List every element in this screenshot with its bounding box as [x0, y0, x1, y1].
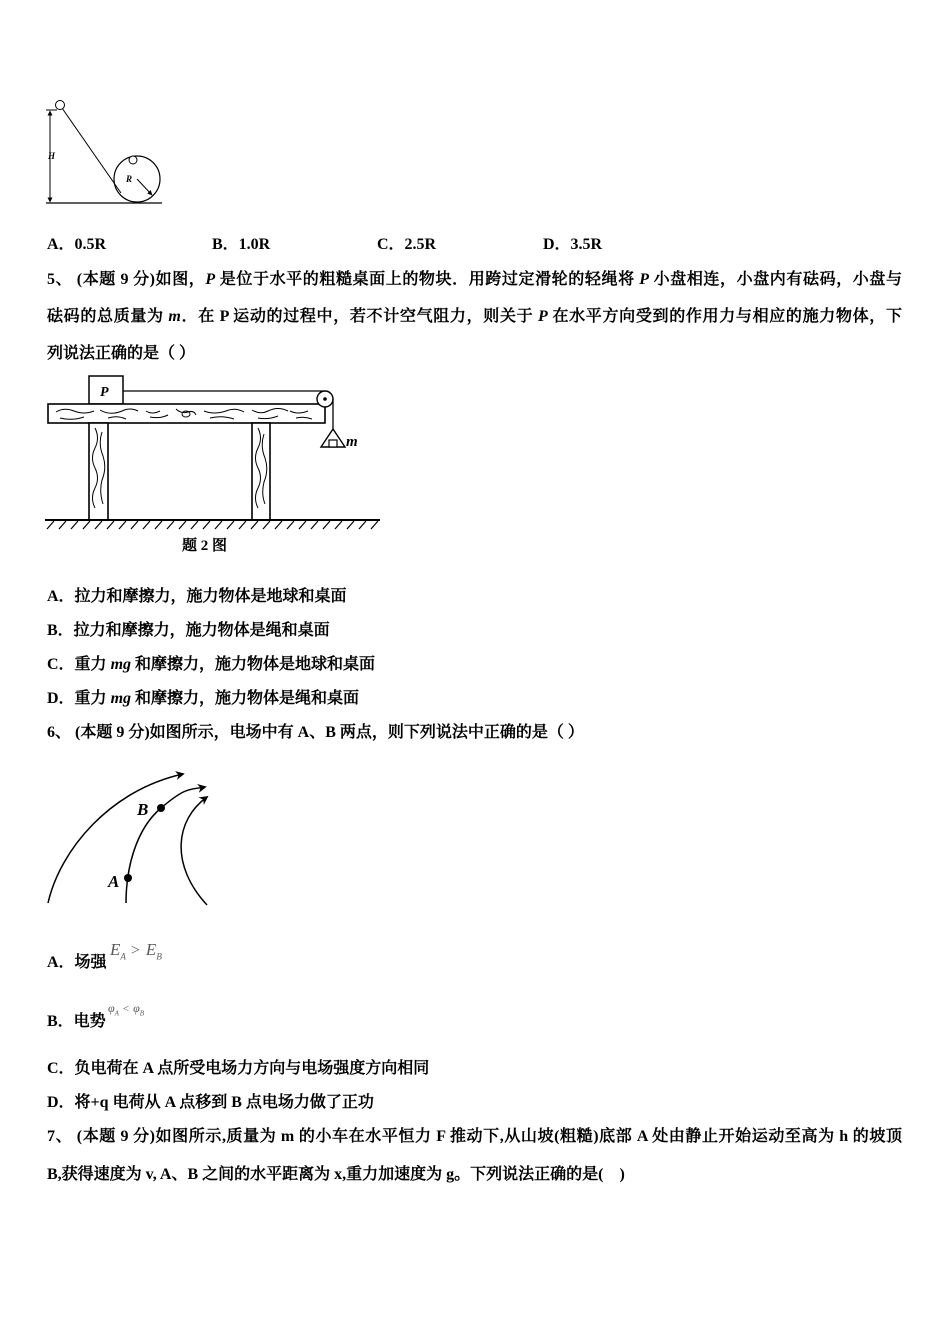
q7-stem-line-1: 7、 (本题 9 分)如图所示,质量为 m 的小车在水平恒力 F 推动下,从山坡(粗糙)底部 A 处由静止开始运动至高为 h 的坡顶 [47, 1128, 902, 1145]
q5-text: 小盘相连，小盘内有砝码，小盘与 [649, 271, 902, 288]
q5-option-text: 和摩擦力，施力物体是地球和桌面 [131, 656, 376, 673]
q4-option-a: A．0.5R [47, 236, 107, 253]
q5-option-text: 和摩擦力，施力物体是绳和桌面 [131, 690, 360, 707]
table-pulley-figure [40, 370, 385, 560]
q6-option-b-label: B．电势 [47, 1013, 106, 1030]
point-b-label: B [137, 800, 149, 819]
q5-option-text: D．重力 [47, 690, 111, 707]
q5-text: 在水平方向受到的作用力与相应的施力物体，下 [547, 308, 902, 325]
mass-label: m [346, 434, 358, 450]
q6-option-a-label: A．场强 [47, 954, 107, 971]
q5-text: 5、 (本题 9 分)如图， [47, 271, 206, 288]
q5-var-p: P [639, 271, 650, 288]
q5-var-mg: mg [110, 656, 132, 673]
q5-var-m: m [168, 308, 181, 325]
floor-hatching [47, 521, 378, 529]
table-leg-grain [93, 428, 267, 508]
q5-text: ．在 P 运动的过程中，若不计空气阻力，则关于 [180, 308, 538, 325]
q5-var-p: P [538, 308, 548, 325]
formula-subscript: B [156, 951, 162, 962]
height-label: H [48, 151, 56, 161]
radius-label: R [126, 174, 133, 184]
radius-arrow [137, 179, 152, 195]
q4-option-d: D．3.5R [543, 236, 603, 253]
field-strength-formula [110, 940, 162, 961]
point-b-dot [157, 804, 165, 812]
formula-subscript: B [139, 1009, 145, 1018]
q6-stem: 6、 (本题 9 分)如图所示，电场中有 A、B 两点，则下列说法中正确的是（ ） [47, 724, 584, 741]
point-a-label: A [108, 872, 120, 891]
ball-at-top [56, 101, 65, 110]
q5-option-b: B．拉力和摩擦力，施力物体是绳和桌面 [47, 622, 330, 639]
potential-formula [108, 1001, 144, 1017]
table-leg-left [89, 423, 108, 520]
q4-option-b: B．1.0R [212, 236, 271, 253]
incline-loop-figure [40, 95, 170, 210]
q5-option-text: C．重力 [47, 656, 111, 673]
q6-option-c: C．负电荷在 A 点所受电场力方向与电场强度方向相同 [47, 1060, 430, 1077]
block-p-label: P [100, 385, 109, 400]
point-a-dot [124, 874, 132, 882]
table-top [48, 404, 325, 423]
formula-symbol: φ [108, 1001, 115, 1015]
q5-option-d [47, 689, 359, 709]
q5-stem-line-3: 列说法正确的是（ ） [47, 345, 196, 362]
formula-symbol: E [110, 940, 121, 959]
q4-option-c: C．2.5R [377, 236, 437, 253]
formula-subscript: A [114, 1009, 119, 1018]
formula-subscript: A [120, 951, 126, 962]
q7-stem-line-2: B,获得速度为 v, A、B 之间的水平距离为 x,重力加速度为 g。下列说法正确的是( ) [47, 1166, 625, 1183]
q5-var-mg: mg [110, 690, 132, 707]
figure-caption: 题 2 图 [182, 538, 228, 554]
q5-option-a: A．拉力和摩擦力，施力物体是地球和桌面 [47, 588, 347, 605]
formula-symbol: φ [133, 1001, 140, 1015]
q6-option-d: D．将+q 电荷从 A 点移到 B 点电场力做了正功 [47, 1094, 374, 1111]
formula-symbol: E [145, 940, 157, 959]
table-leg-right [252, 423, 270, 520]
electric-field-figure [40, 755, 220, 915]
formula-operator: < [122, 1003, 130, 1015]
q5-stem-line-1 [47, 270, 902, 290]
field-line-right [181, 797, 207, 905]
q5-var-p: P [205, 271, 216, 288]
pan-weight [329, 440, 337, 447]
incline-line [62, 108, 121, 193]
formula-operator: > [130, 942, 140, 959]
pulley-axle [323, 397, 327, 401]
q5-option-c [47, 655, 375, 675]
q5-text: 是位于水平的粗糙桌面上的物块．用跨过定滑轮的轻绳将 [215, 271, 640, 288]
ball-in-loop [129, 156, 137, 164]
q5-text: 砝码的总质量为 [47, 308, 169, 325]
q5-stem-line-2 [47, 307, 902, 327]
